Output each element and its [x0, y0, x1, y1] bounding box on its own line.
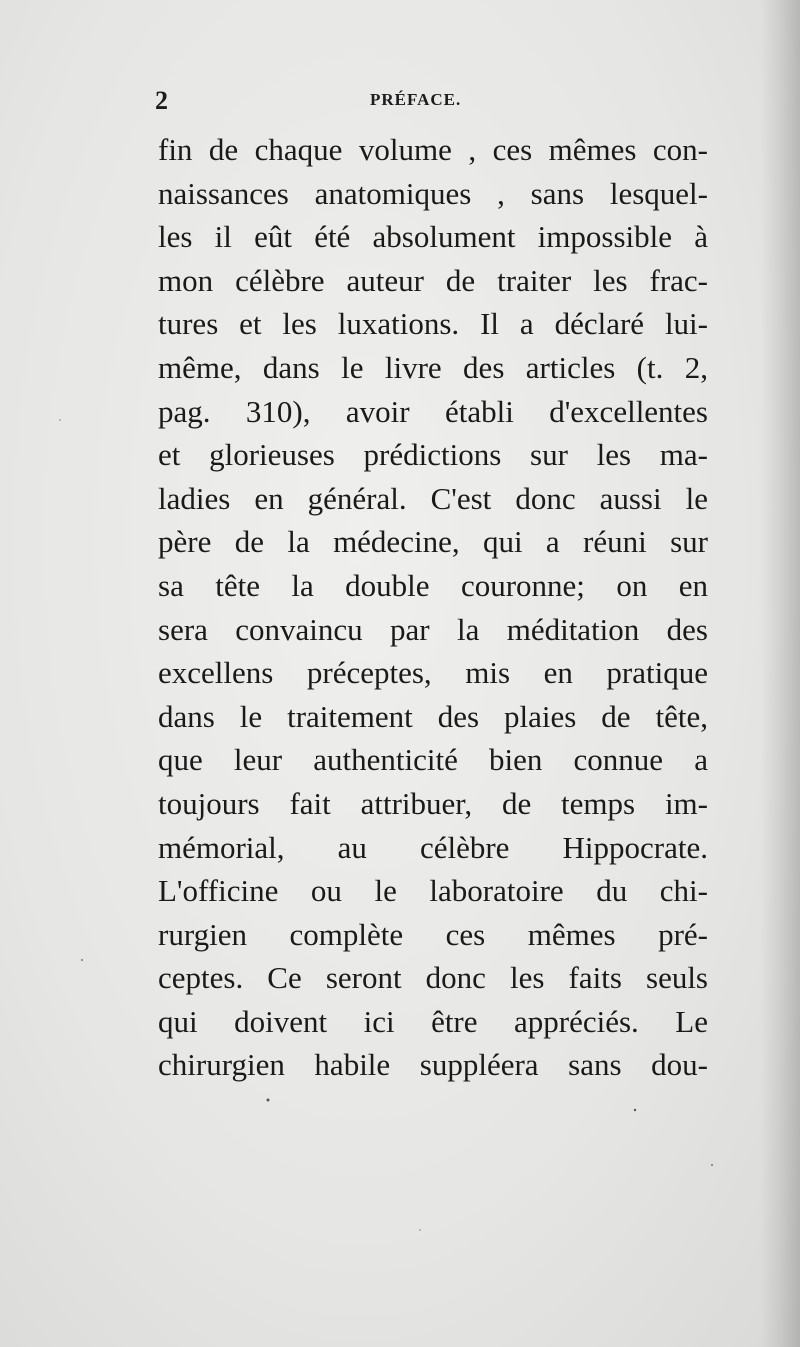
running-head — [155, 86, 700, 116]
text-line: sera convaincu par la méditation des — [158, 611, 708, 647]
text-line: ladies en général. C'est donc aussi le — [158, 480, 708, 516]
text-line: L'officine ou le laboratoire du chi- — [158, 873, 708, 909]
text-line: mémorial, au célèbre Hippocrate. — [158, 829, 708, 865]
text-line: père de la médecine, qui a réuni sur — [158, 524, 708, 560]
text-line: que leur authenticité bien connue a — [158, 742, 708, 778]
text-line: fin de chaque volume , ces mêmes con- — [158, 132, 708, 167]
text-line: pag. 310), avoir établi d'excellentes — [158, 393, 708, 429]
body-text — [158, 128, 708, 1087]
text-line: sa tête la double couronne; on en — [158, 567, 708, 603]
text-line: ceptes. Ce seront donc les faits seuls — [158, 960, 708, 996]
text-line: dans le traitement des plaies de tête, — [158, 698, 708, 734]
page-edge-shadow — [760, 0, 800, 1347]
text-line: excellens préceptes, mis en pratique — [158, 655, 708, 691]
text-line: chirurgien habile suppléera sans dou- — [158, 1047, 708, 1083]
text-line: naissances anatomiques , sans lesquel- — [158, 175, 708, 211]
page-number: 2 — [155, 86, 168, 115]
text-line: mon célèbre auteur de traiter les frac- — [158, 262, 708, 298]
text-line: toujours fait attribuer, de temps im- — [158, 785, 708, 821]
text-line: rurgien complète ces mêmes pré- — [158, 916, 708, 952]
text-line: même, dans le livre des articles (t. 2, — [158, 349, 708, 385]
text-line: et glorieuses prédictions sur les ma- — [158, 437, 708, 473]
text-line: les il eût été absolument impossible à — [158, 219, 708, 255]
text-line: qui doivent ici être appréciés. Le — [158, 1003, 708, 1039]
running-title: PRÉFACE. — [370, 90, 462, 109]
text-line: tures et les luxations. Il a déclaré lui- — [158, 306, 708, 342]
